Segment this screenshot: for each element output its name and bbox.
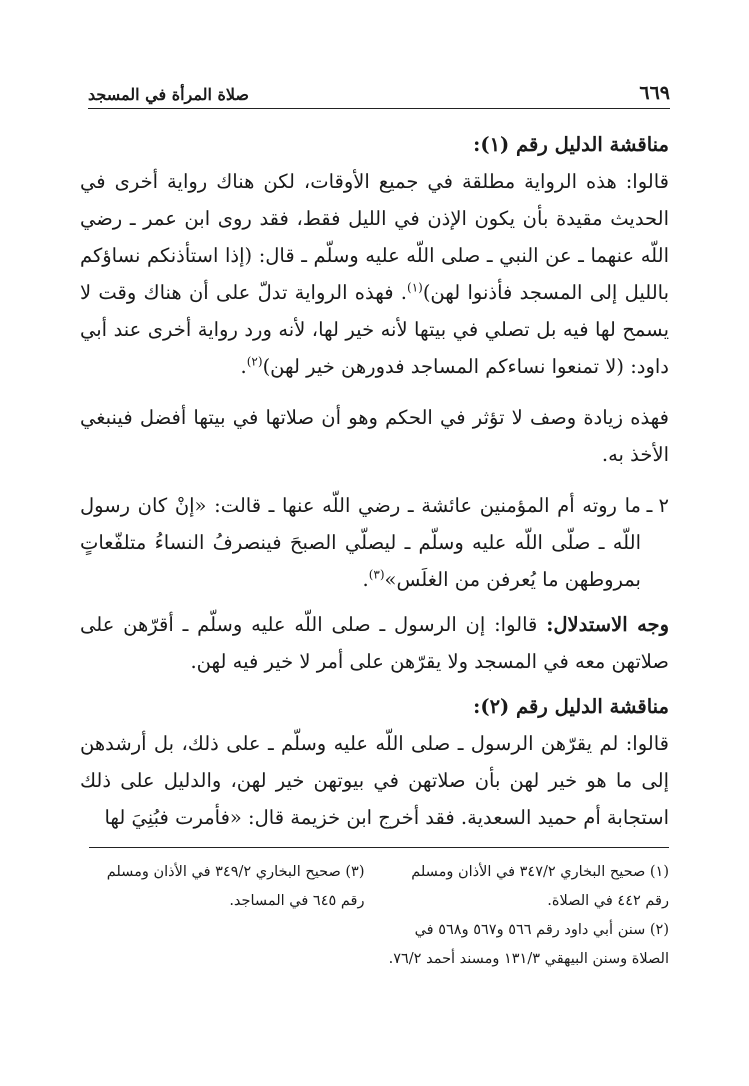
footnote-3: (٣) صحيح البخاري ٣٤٩/٢ في الأذان ومسلم رقم ٦٤٥ في المساجد. — [106, 864, 365, 909]
inference-text: قالوا: إن الرسول ـ صلى اللّه عليه وسلّم ـ أقرّهن على صلاتهن معه في المسجد ولا يقرّهن على أمر لا خير فيه لهن. — [80, 613, 669, 673]
footnotes-column-right — [385, 858, 670, 974]
inference-label: وجه الاستدلال: — [546, 613, 669, 636]
paragraph-2: فهذه زيادة وصف لا تؤثر في الحكم وهو أن صلاتها في بيتها أفضل فينبغي الأخذ به. — [80, 406, 669, 466]
paragraph-1 — [80, 163, 669, 385]
page-number: ٦٦٩ — [639, 82, 670, 104]
footnote-separator — [89, 847, 669, 848]
footnote-ref-1[interactable]: (١) — [407, 280, 423, 295]
item-2-end: . — [362, 568, 369, 591]
item-number: ٢ ـ — [646, 494, 669, 517]
paragraph-1-continued: . فهذه الرواية تدلّ على أن هناك وقت لا يسمح لها فيه بل تصلي في بيتها لأنه خير لها، لأنه ورد رواية أخرى عند أبي داود: (لا تمنعوا نساءكم المساجد فدورهن خير لهن) — [80, 281, 669, 378]
running-title: صلاة المرأة في المسجد — [88, 85, 250, 104]
paragraph-3: قالوا: لم يقرّهن الرسول ـ صلى اللّه عليه وسلّم ـ على ذلك، بل أرشدهن إلى ما هو خير لهن بأن صلاتهن في بيوتهن خير لهن، والدليل على ذلك استجابة أم حميد السعدية. فقد أخرج ابن خزيمة قال: «فأمرت فبُنِيَ لها — [80, 732, 669, 829]
evidence-item-2 — [80, 487, 669, 598]
heading-discussion-2: مناقشة الدليل رقم (٢): — [473, 695, 669, 718]
footnote-2: (٢) سنن أبي داود رقم ٥٦٦ و٥٦٧ و٥٦٨ في الصلاة وسنن البيهقي ١٣١/٣ ومسند أحمد ٧٦/٢. — [388, 922, 669, 967]
footnotes — [80, 858, 669, 974]
paragraph-1-end: . — [240, 355, 247, 378]
footnote-ref-2[interactable]: (٢) — [246, 354, 263, 369]
footnote-ref-3[interactable]: (٣) — [368, 567, 385, 582]
footnotes-column-left — [80, 858, 365, 974]
heading-discussion-1: مناقشة الدليل رقم (١): — [473, 133, 669, 156]
running-header — [88, 74, 670, 109]
item-2-body — [80, 487, 641, 598]
footnote-1: (١) صحيح البخاري ٣٤٧/٢ في الأذان ومسلم رقم ٤٤٢ في الصلاة. — [411, 864, 669, 909]
item-2-text: ما روته أم المؤمنين عائشة ـ رضي اللّه عنها ـ قالت: «إنْ كان رسول اللّه ـ صلّى اللّه عليه وسلّم ـ ليصلّي الصبحَ فينصرفُ النساءُ متلفّعاتٍ بمروطهن ما يُعرفن من الغلَس» — [80, 494, 641, 591]
paragraph-1-text: قالوا: هذه الرواية مطلقة في جميع الأوقات، لكن هناك رواية أخرى في الحديث مقيدة بأن يكون الإذن في الليل فقط، فقد روى ابن عمر ـ رضي اللّه عنهما ـ عن النبي ـ صلى اللّه عليه وسلّم ـ قال: (إذا استأذنكم نساؤكم بالليل إلى المسجد فأذنوا لهن) — [80, 170, 670, 304]
inference-paragraph — [80, 606, 669, 680]
main-text — [80, 126, 669, 836]
